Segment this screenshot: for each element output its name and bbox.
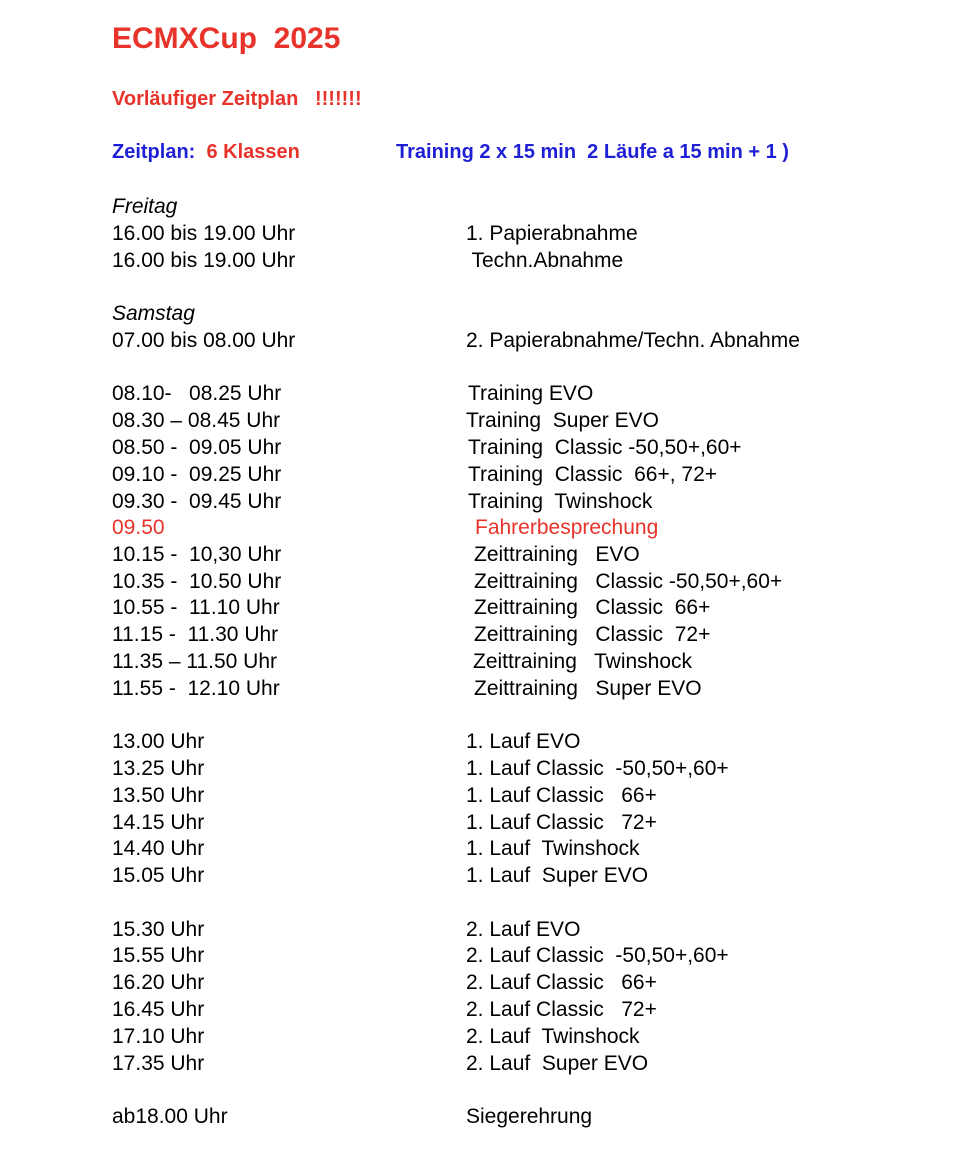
zeittraining-time: 11.55 - 12.10 Uhr <box>112 677 280 700</box>
training-event: Training Classic -50,50+,60+ <box>468 436 742 459</box>
briefing-time: 09.50 <box>112 516 165 539</box>
ceremony-event: Siegerehrung <box>466 1105 593 1128</box>
lauf2-time: 15.30 Uhr <box>112 918 205 941</box>
lauf1-event: 1. Lauf Twinshock <box>466 837 640 860</box>
lauf1-event: 1. Lauf EVO <box>466 730 581 753</box>
day-samstag: Samstag <box>112 302 195 325</box>
zeittraining-event: Zeittraining EVO <box>474 543 640 566</box>
zeittraining-event: Zeittraining Classic -50,50+,60+ <box>474 570 783 593</box>
lauf2-time: 16.20 Uhr <box>112 971 205 994</box>
training-event: Training EVO <box>468 382 594 405</box>
zeittraining-event: Zeittraining Classic 66+ <box>474 596 711 619</box>
zeitplan-line <box>112 142 300 162</box>
lauf1-time: 14.40 Uhr <box>112 837 205 860</box>
lauf2-event: 2. Lauf Classic 72+ <box>466 998 657 1021</box>
lauf1-time: 13.25 Uhr <box>112 757 205 780</box>
subtitle: Vorläufiger Zeitplan !!!!!!! <box>112 88 362 110</box>
briefing-event: Fahrerbesprechung <box>475 516 659 539</box>
lauf2-event: 2. Lauf Classic 66+ <box>466 971 657 994</box>
day-freitag: Freitag <box>112 195 178 218</box>
training-time: 09.30 - 09.45 Uhr <box>112 490 282 513</box>
samstag-time-1: 07.00 bis 08.00 Uhr <box>112 329 296 352</box>
lauf1-time: 15.05 Uhr <box>112 864 205 887</box>
lauf1-event: 1. Lauf Classic 66+ <box>466 784 657 807</box>
lauf2-time: 17.10 Uhr <box>112 1025 205 1048</box>
training-info: Training 2 x 15 min 2 Läufe a 15 min + 1 ) <box>396 141 789 163</box>
training-event: Training Classic 66+, 72+ <box>468 463 718 486</box>
lauf2-event: 2. Lauf EVO <box>466 918 581 941</box>
lauf2-time: 16.45 Uhr <box>112 998 205 1021</box>
lauf1-time: 13.50 Uhr <box>112 784 205 807</box>
lauf2-event: 2. Lauf Twinshock <box>466 1025 640 1048</box>
lauf1-event: 1. Lauf Super EVO <box>466 864 649 887</box>
training-time: 08.50 - 09.05 Uhr <box>112 436 282 459</box>
lauf1-time: 14.15 Uhr <box>112 811 205 834</box>
zeitplan-label: Zeitplan: <box>112 141 196 163</box>
zeittraining-event: Zeittraining Twinshock <box>473 650 693 673</box>
training-event: Training Twinshock <box>468 490 653 513</box>
training-time: 08.10- 08.25 Uhr <box>112 382 282 405</box>
zeittraining-time: 11.35 – 11.50 Uhr <box>112 650 278 673</box>
zeittraining-time: 10.55 - 11.10 Uhr <box>112 596 280 619</box>
zeittraining-event: Zeittraining Classic 72+ <box>474 623 711 646</box>
ceremony-time: ab18.00 Uhr <box>112 1105 228 1128</box>
zeittraining-time: 11.15 - 11.30 Uhr <box>112 623 279 646</box>
lauf2-event: 2. Lauf Super EVO <box>466 1052 649 1075</box>
lauf1-event: 1. Lauf Classic 72+ <box>466 811 657 834</box>
freitag-event-1: 1. Papierabnahme <box>466 222 638 245</box>
lauf1-event: 1. Lauf Classic -50,50+,60+ <box>466 757 729 780</box>
lauf2-time: 17.35 Uhr <box>112 1052 205 1075</box>
freitag-time-2: 16.00 bis 19.00 Uhr <box>112 249 296 272</box>
lauf2-time: 15.55 Uhr <box>112 944 205 967</box>
zeittraining-event: Zeittraining Super EVO <box>474 677 702 700</box>
training-event: Training Super EVO <box>466 409 659 432</box>
freitag-time-1: 16.00 bis 19.00 Uhr <box>112 222 296 245</box>
lauf1-time: 13.00 Uhr <box>112 730 205 753</box>
page-title: ECMXCup 2025 <box>112 22 341 55</box>
zeittraining-time: 10.35 - 10.50 Uhr <box>112 570 282 593</box>
training-time: 08.30 – 08.45 Uhr <box>112 409 281 432</box>
samstag-event-1: 2. Papierabnahme/Techn. Abnahme <box>466 329 800 352</box>
freitag-event-2: Techn.Abnahme <box>466 249 624 272</box>
classes-count: 6 Klassen <box>206 141 300 163</box>
zeittraining-time: 10.15 - 10,30 Uhr <box>112 543 282 566</box>
lauf2-event: 2. Lauf Classic -50,50+,60+ <box>466 944 729 967</box>
training-time: 09.10 - 09.25 Uhr <box>112 463 282 486</box>
